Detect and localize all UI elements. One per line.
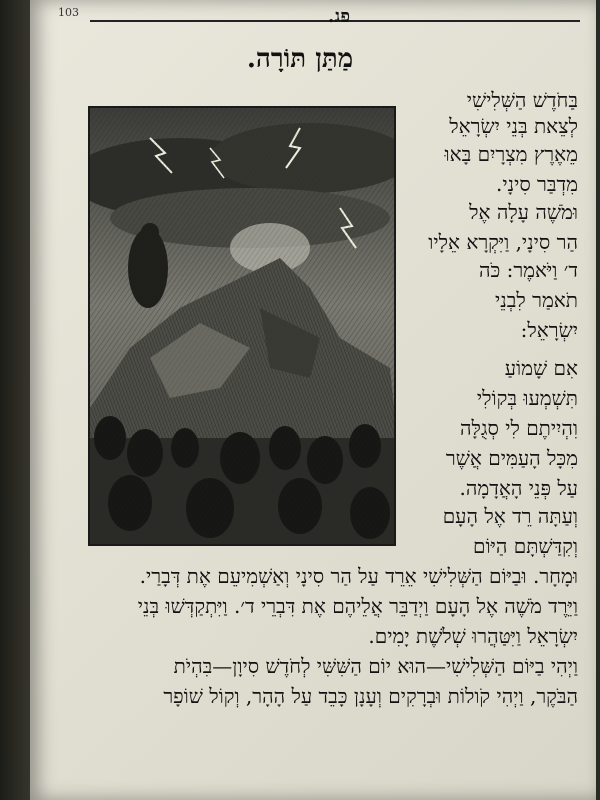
engraving-illustration bbox=[88, 106, 396, 546]
body-text-line: וַיֵּרֶד מֹשֶׁה אֶל הָעָם וַיְדַבֵּר אֲלֵיהֶם אֶת דִּבְרֵי ד׳. וַיִּתְקַדְּשׁוּ בְּנֵי bbox=[137, 594, 578, 618]
side-text-line: תִּשְׁמְעוּ בְּקוֹלִי bbox=[476, 386, 578, 410]
side-text-line: מֵאֶרֶץ מִצְרָיִם בָּאוּ bbox=[444, 142, 578, 166]
side-text-line: יִשְׂרָאֵל: bbox=[520, 318, 578, 342]
page-number: 103 bbox=[58, 6, 79, 19]
side-text-line: מִכָּל הָעַמִּים אֲשֶׁר bbox=[445, 446, 578, 470]
page-title: מַתַּן תּוֹרָה. bbox=[246, 44, 354, 74]
body-text-line: וּמָחָר. וּבַיּוֹם הַשְּׁלִישִׁי אֵרֵד עַל הַר סִינָי וְאַשְׁמִיעֵם אֶת דְּבָרַי. bbox=[139, 564, 578, 588]
body-text-line: יִשְׂרָאֵל וַיִּטַּהֲרוּ שְׁלֹשֶׁת יָמִים. bbox=[368, 624, 578, 648]
side-text-line: מִדְבַּר סִינָי. bbox=[495, 172, 578, 196]
side-text-line: עַל פְּנֵי הָאֲדָמָה. bbox=[459, 476, 578, 500]
side-text-line: וִהְיִיתֶם לִי סְגֻלָּה bbox=[460, 416, 578, 440]
side-text-line: לְצֵאת בְּנֵי יִשְׂרָאֵל bbox=[449, 114, 578, 138]
body-text-line: וַיְהִי בַיּוֹם הַשְּׁלִישִׁי—הוּא יוֹם הַשִּׁשִּׁי לְחֹדֶשׁ סִיוָן—בִּהְיֹת bbox=[173, 654, 578, 678]
side-text-line: בַּחֹדֶשׁ הַשְּׁלִישִׁי bbox=[466, 88, 578, 112]
chapter-number: פג. bbox=[328, 6, 350, 27]
side-text-line: תֹאמַר לִבְנֵי bbox=[495, 288, 578, 312]
side-text-line: אִם שָׁמוֹעַ bbox=[504, 356, 578, 380]
side-text-line: ד׳ וַיֹּאמֶר: כֹּה bbox=[478, 258, 578, 282]
side-text-line: וְעַתָּה רֵד אֶל הָעָם bbox=[442, 504, 578, 528]
side-text-line: וְקִדַּשְׁתָּם הַיּוֹם bbox=[473, 534, 578, 558]
side-text-line: וּמֹשֶׁה עָלָה אֶל bbox=[469, 200, 578, 224]
body-text-line: הַבֹּקֶר, וַיְהִי קֹולוֹת וּבְרָקִים וְעָנָן כָּבֵד עַל הָהָר, וְקוֹל שׁוֹפָר bbox=[163, 684, 578, 708]
mount-sinai-engraving bbox=[90, 108, 394, 544]
side-text-line: הַר סִינָי, וַיִּקְרָא אֵלָיו bbox=[428, 230, 578, 254]
